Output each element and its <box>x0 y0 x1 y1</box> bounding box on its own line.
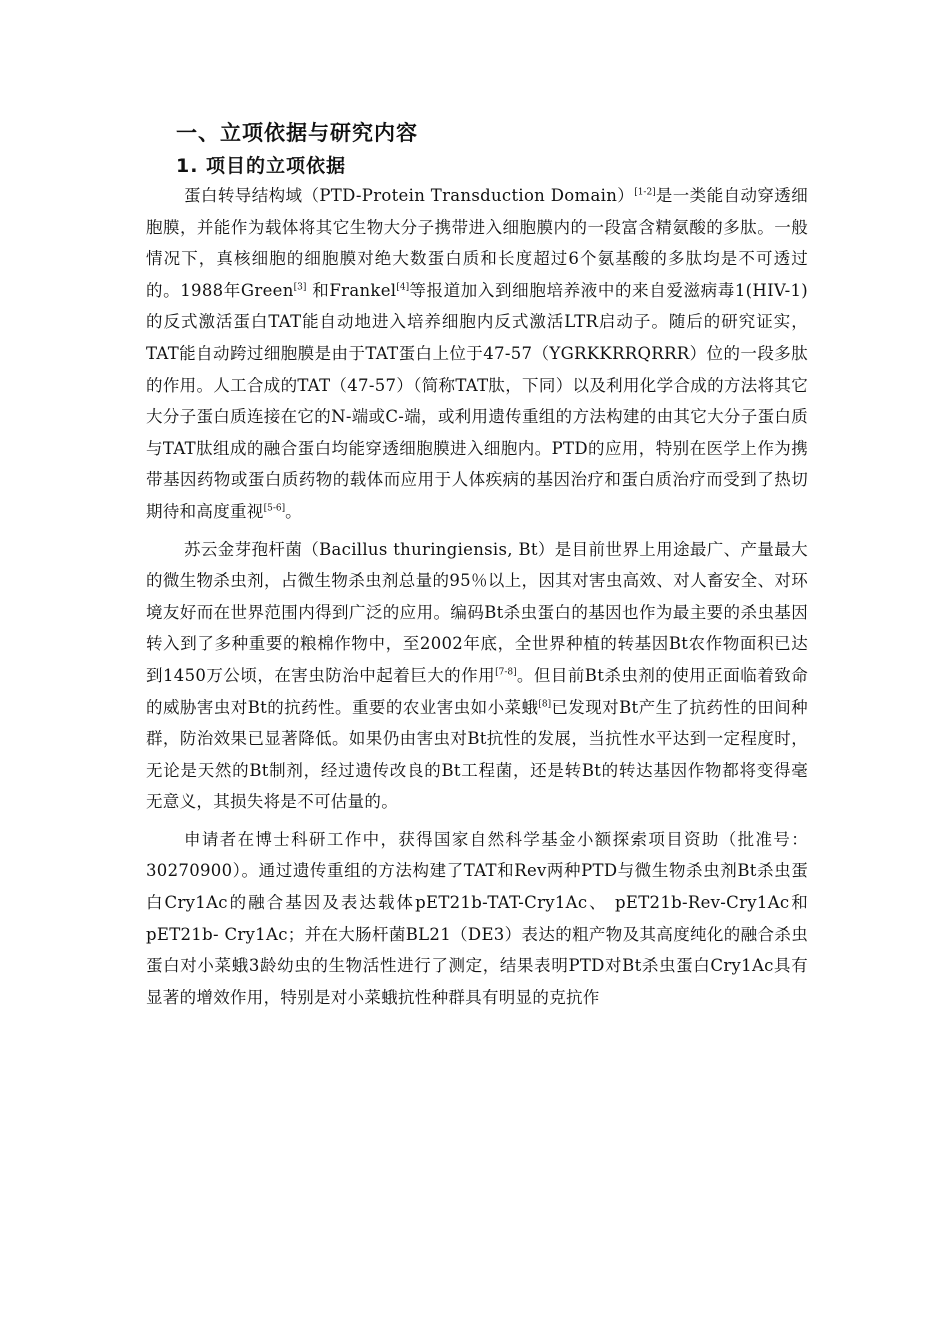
body-paragraph <box>146 180 808 528</box>
paragraph-text: 等报道加入到细胞培养液中的来自爱滋病毒1(HIV-1)的反式激活蛋白TAT能自动地进入培养细胞内反式激活LTR启动子。随后的研究证实，TAT能自动跨过细胞膜是由于TAT蛋白上位于47-57（YGRKKRRQRRR）位的一段多肽的作用。人工合成的TAT（47-57）（简称TAT肽，下同）以及利用化学合成的方法将其它大分子蛋白质连接在它的N-端或C-端，或利用遗传重组的方法构建的由其它大分子蛋白质与TAT肽组成的融合蛋白均能穿透细胞膜进入细胞内。PTD的应用，特别在医学上作为携带基因药物或蛋白质药物的载体而应用于人体疾病的基因治疗和蛋白质治疗而受到了热切期待和高度重视 <box>146 280 808 521</box>
citation-ref: [1-2] <box>634 187 656 198</box>
body-paragraph <box>146 824 808 1014</box>
document-body <box>146 118 808 1013</box>
paragraph-text: 已发现对Bt产生了抗药性的田间种群，防治效果已显著降低。如果仍由害虫对Bt抗性的发展，当抗性水平达到一定程度时，无论是天然的Bt制剂，经过遗传改良的Bt工程菌，还是转Bt的转达基因作物都将变得毫无意义，其损失将是不可估量的。 <box>146 697 808 812</box>
citation-ref: [4] <box>396 282 410 293</box>
citation-ref: [8] <box>538 699 552 709</box>
body-paragraph <box>146 534 808 818</box>
paragraph-text: 是一类能自动穿透细胞膜，并能作为载体将其它生物大分子携带进入细胞膜内的一段富含精氨酸的多肽。一般情况下，真核细胞的细胞膜对绝大数蛋白质和长度超过6个氨基酸的多肽均是不可透过的。1988年Green <box>146 186 809 300</box>
paragraph-text: 。 <box>285 501 302 521</box>
citation-ref: [5-6] <box>263 503 286 514</box>
citation-ref: [3] <box>293 282 307 293</box>
section-title: 一、立项依据与研究内容 <box>176 121 418 145</box>
paragraph-text: 和Frankel <box>306 280 397 300</box>
citation-ref: [7-8] <box>495 667 517 678</box>
paragraph-list <box>146 180 808 1013</box>
subsection-title: 1. 项目的立项依据 <box>176 155 347 177</box>
paragraph-text: 苏云金芽孢杆菌（Bacillus thuringiensis, Bt）是目前世界上用途最广、产量最大的微生物杀虫剂，占微生物杀虫剂总量的95％以上，因其对害虫高效、对人畜安全、对环境友好而在世界范围内得到广泛的应用。编码Bt杀虫蛋白的基因也作为最主要的杀虫基因转入到了多种重要的粮棉作物中，至2002年底，全世界种植的转基因Bt农作物面积已达到1450万公顷，在害虫防治中起着巨大的作用 <box>146 539 808 685</box>
paragraph-text: 蛋白转导结构域（PTD-Protein Transduction Domain） <box>184 186 635 205</box>
paragraph-text: 。但目前Bt杀虫剂的使用正面临着致命的威胁害虫对Bt的抗药性。重要的农业害虫如小菜蛾 <box>146 665 809 717</box>
paragraph-text: 申请者在博士科研工作中，获得国家自然科学基金小额探索项目资助（批准号：30270900）。通过遗传重组的方法构建了TAT和Rev两种PTD与微生物杀虫剂Bt杀虫蛋白Cry1Ac的融合基因及表达载体pET21b-TAT-Cry1Ac、 pET21b-Rev-Cry1Ac和 pET21b- Cry1Ac；并在大肠杆菌BL21（DE3）表达的粗产物及其高度纯化的融合杀虫蛋白对小菜蛾3龄幼虫的生物活性进行了测定，结果表明PTD对Bt杀虫蛋白Cry1Ac具有显著的增效作用，特别是对小菜蛾抗性种群具有明显的克抗作 <box>146 829 808 1007</box>
